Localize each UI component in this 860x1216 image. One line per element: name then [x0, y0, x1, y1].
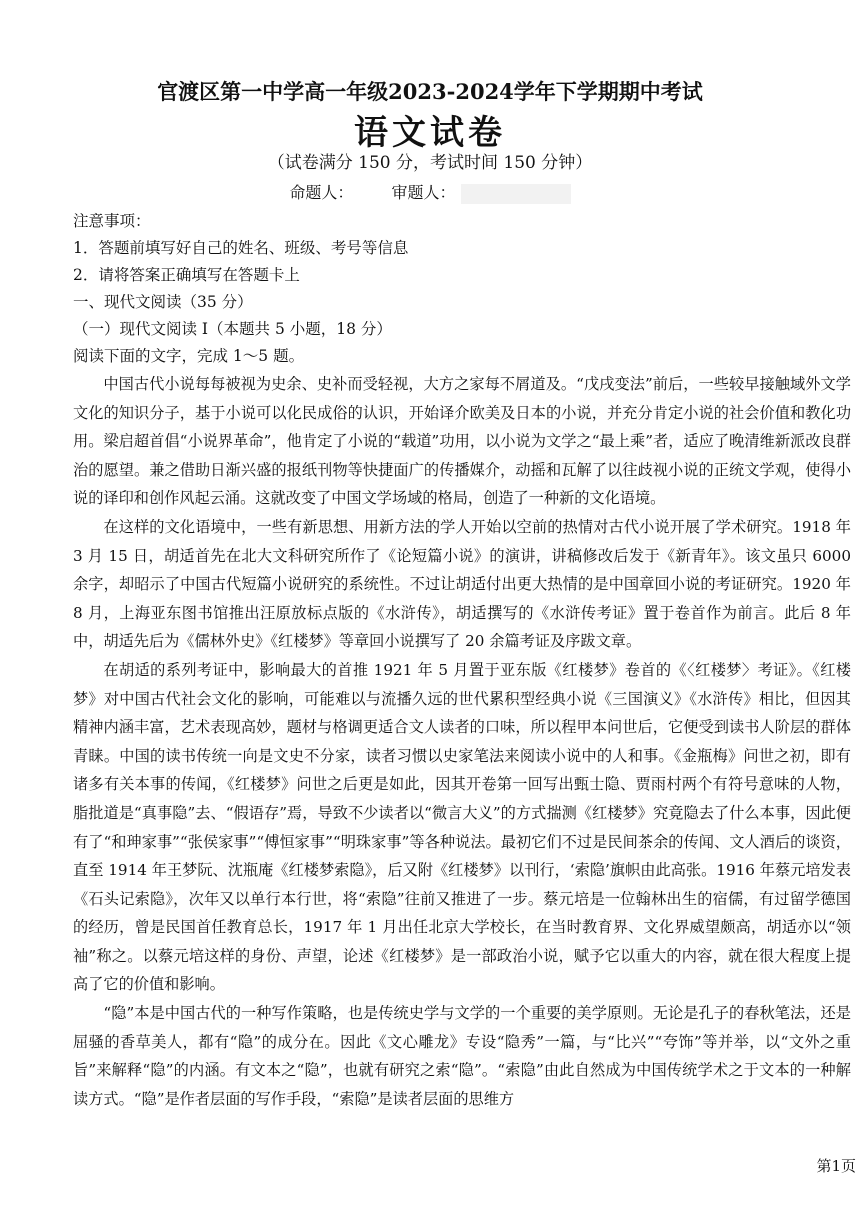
paper-info: （试卷满分 150 分，考试时间 150 分钟） — [267, 153, 593, 173]
passage-body — [73, 370, 851, 1113]
passage-paragraph: 在这样的文化语境中，一些有新思想、用新方法的学人开始以空前的热情对古代小说开展了学术研究。1918 年 3 月 15 日，胡适首先在北大文科研究所作了《论短篇小说》的演讲，讲稿修改后发于《新青年》。该文虽只 6000 余字，却昭示了中国古代短篇小说研究的系统性。不过让胡适付出更大热情的是中国章回小说的考证研究。1920 年 8 月，上海亚东图书馆推出汪原放标点版的《水浒传》，胡适撰写的《水浒传考证》置于卷首作为前言。此后 8 年中，胡适先后为《儒林外史》《红楼梦》等章回小说撰写了 20 余篇考证及序跋文章。 — [73, 517, 851, 651]
passage-paragraph: “隐”本是中国古代的一种写作策略，也是传统史学与文学的一个重要的美学原则。无论是孔子的春秋笔法，还是屈骚的香草美人，都有“隐”的成分在。因此《文心雕龙》专设“隐秀”一篇，与“比兴”“夸饰”等并举，以“文外之重旨”来解释“隐”的内涵。有文本之“隐”，也就有研究之索“隐”。“索隐”由此自然成为中国传统学术之于文本的一种解读方式。“隐”是作者层面的写作手段，“索隐”是读者层面的思维方 — [73, 1004, 851, 1108]
notes-item: 1．答题前填写好自己的姓名、班级、考号等信息 — [73, 239, 409, 257]
page-number: 第1页 — [816, 1157, 856, 1175]
section-title: 一、现代文阅读（35 分） — [73, 293, 253, 311]
reviewer-label: 审题人： — [391, 183, 456, 202]
reviewer-blank — [461, 184, 571, 204]
section-subtitle: （一）现代文阅读 I（本题共 5 小题，18 分） — [73, 320, 392, 338]
notes-block — [73, 208, 833, 370]
setter-label: 命题人： — [289, 183, 354, 202]
notes-item: 2．请将答案正确填写在答题卡上 — [73, 266, 300, 284]
passage-paragraph: 在胡适的系列考证中，影响最大的首推 1921 年 5 月置于亚东版《红楼梦》卷首的《〈红楼梦〉考证》。《红楼梦》对中国古代社会文化的影响，可能难以与流播久远的世代累积型经典小说《三国演义》《水浒传》相比，但因其精神内涵丰富，艺术表现高妙，题材与格调更适合文人读者的口味，所以程甲本问世后，它便受到读书人阶层的群体青睐。中国的读书传统一向是文史不分家，读者习惯以史家笔法来阅读小说中的人和事。《金瓶梅》问世之初，即有诸多有关本事的传闻，《红楼梦》问世之后更是如此，因其开卷第一回写出甄士隐、贾雨村两个有符号意味的人物，脂批道是“真事隐”去、“假语存”焉，导致不少读者以“微言大义”的方式揣测《红楼梦》究竟隐去了什么本事，因此便有了“和珅家事”“张侯家事”“傅恒家事”“明珠家事”等各种说法。最初它们不过是民间茶余的传闻、文人酒后的谈资，直至 1914 年王梦阮、沈瓶庵《红楼梦索隐》，后又附《红楼梦》以刊行，‘索隐’旗帜由此高张。1916 年蔡元培发表《石头记索隐》，次年又以单行本行世，将“索隐”往前又推进了一步。蔡元培是一位翰林出生的宿儒，有过留学德国的经历，曾是民国首任教育总长，1917 年 1 月出任北京大学校长，在当时教育界、文化界威望颇高，胡适亦以“领袖”称之。以蔡元培这样的身份、声望，论述《红楼梦》是一部政治小说，赋予它以重大的内容，就在很大程度上提高了它的价值和影响。 — [73, 660, 851, 994]
section-instruction: 阅读下面的文字，完成 1～5 题。 — [73, 347, 305, 365]
notes-heading: 注意事项： — [73, 212, 151, 230]
passage-paragraph: 中国古代小说每每被视为史余、史补而受轻视，大方之家每不屑道及。“戊戌变法”前后，一些较早接触域外文学文化的知识分子，基于小说可以化民成俗的认识，开始译介欧美及日本的小说，并充分肯定小说的社会价值和教化功用。梁启超首倡“小说界革命”，他肯定了小说的“载道”功用，以小说为文学之“最上乘”者，适应了晚清维新派改良群治的愿望。兼之借助日渐兴盛的报纸刊物等快捷面广的传播媒介，动摇和瓦解了以往歧视小说的正统文学观，使得小说的译印和创作风起云涌。这就改变了中国文学场域的格局，创造了一种新的文化语境。 — [73, 375, 851, 508]
paper-title: 语文试卷 — [354, 113, 506, 153]
authors-line — [0, 180, 860, 204]
exam-title: 官渡区第一中学高一年级2023-2024学年下学期期中考试 — [157, 79, 703, 104]
